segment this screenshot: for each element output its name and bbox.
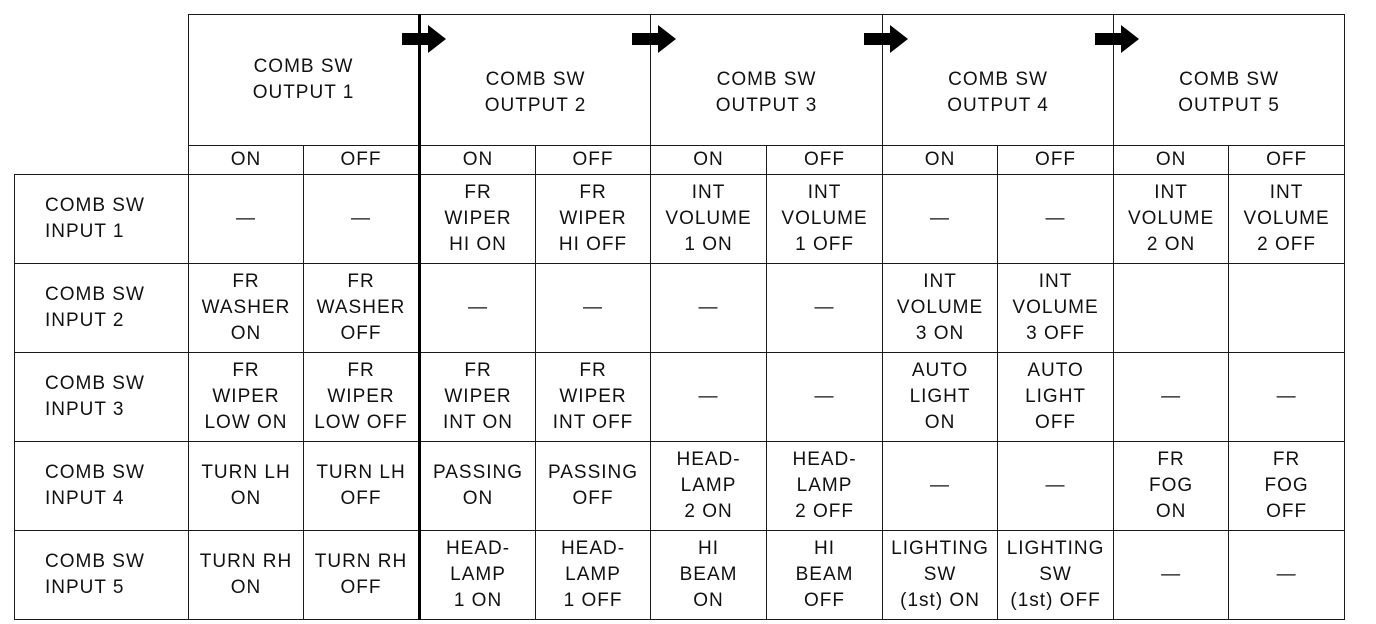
cell-input-4-output-2-on: PASSING ON — [420, 442, 536, 531]
output-2-header — [420, 15, 651, 146]
cell-input-2-output-5-off — [1229, 264, 1345, 353]
arrow-right-icon — [864, 25, 908, 53]
output-4-off-label: OFF — [998, 146, 1114, 175]
cell-input-4-output-3-off: HEAD- LAMP 2 OFF — [767, 442, 883, 531]
output-4-title: COMB SW OUTPUT 4 — [947, 69, 1049, 116]
cell-input-3-output-1-off: FR WIPER LOW OFF — [304, 353, 420, 442]
output-1-off-label: OFF — [304, 146, 420, 175]
cell-input-3-output-2-off: FR WIPER INT OFF — [536, 353, 651, 442]
cell-input-5-output-1-off: TURN RH OFF — [304, 531, 420, 620]
cell-input-1-output-4-off: — — [998, 175, 1114, 264]
output-3-on-label: ON — [651, 146, 767, 175]
cell-input-5-output-3-off: HI BEAM OFF — [767, 531, 883, 620]
cell-input-3-output-4-off: AUTO LIGHT OFF — [998, 353, 1114, 442]
input-4-row — [15, 442, 1345, 531]
input-5-row — [15, 531, 1345, 620]
corner-cell — [15, 15, 189, 175]
output-1-header — [189, 15, 420, 146]
cell-input-1-output-3-off: INT VOLUME 1 OFF — [767, 175, 883, 264]
output-1-on-label: ON — [189, 146, 304, 175]
cell-input-5-output-3-on: HI BEAM ON — [651, 531, 767, 620]
output-1-title: COMB SW OUTPUT 1 — [252, 56, 355, 103]
output-4-on-label: ON — [883, 146, 998, 175]
input-4-label: COMB SW INPUT 4 — [15, 442, 189, 531]
input-2-label: COMB SW INPUT 2 — [15, 264, 189, 353]
cell-input-1-output-1-off: — — [304, 175, 420, 264]
cell-input-2-output-1-on: FR WASHER ON — [189, 264, 304, 353]
output-5-header — [1114, 15, 1345, 146]
cell-input-5-output-5-off: — — [1229, 531, 1345, 620]
input-3-label: COMB SW INPUT 3 — [15, 353, 189, 442]
cell-input-4-output-4-on: — — [883, 442, 998, 531]
cell-input-2-output-3-on: — — [651, 264, 767, 353]
cell-input-2-output-2-off: — — [536, 264, 651, 353]
cell-input-3-output-2-on: FR WIPER INT ON — [420, 353, 536, 442]
output-2-title: COMB SW OUTPUT 2 — [484, 69, 587, 116]
cell-input-5-output-1-on: TURN RH ON — [189, 531, 304, 620]
cell-input-4-output-5-off: FR FOG OFF — [1229, 442, 1345, 531]
cell-input-4-output-2-off: PASSING OFF — [536, 442, 651, 531]
cell-input-2-output-4-on: INT VOLUME 3 ON — [883, 264, 998, 353]
cell-input-4-output-1-off: TURN LH OFF — [304, 442, 420, 531]
cell-input-3-output-4-on: AUTO LIGHT ON — [883, 353, 998, 442]
output-4-header — [883, 15, 1114, 146]
cell-input-1-output-4-on: — — [883, 175, 998, 264]
cell-input-1-output-5-on: INT VOLUME 2 ON — [1114, 175, 1229, 264]
output-5-off-label: OFF — [1229, 146, 1345, 175]
output-3-off-label: OFF — [767, 146, 883, 175]
cell-input-3-output-5-off: — — [1229, 353, 1345, 442]
cell-input-2-output-2-on: — — [420, 264, 536, 353]
cell-input-2-output-4-off: INT VOLUME 3 OFF — [998, 264, 1114, 353]
cell-input-1-output-2-off: FR WIPER HI OFF — [536, 175, 651, 264]
cell-input-3-output-3-on: — — [651, 353, 767, 442]
cell-input-5-output-5-on: — — [1114, 531, 1229, 620]
cell-input-1-output-2-on: FR WIPER HI ON — [420, 175, 536, 264]
output-3-title: COMB SW OUTPUT 3 — [715, 69, 818, 116]
cell-input-2-output-3-off: — — [767, 264, 883, 353]
arrow-right-icon — [402, 25, 446, 53]
output-header-row — [15, 15, 1345, 146]
input-1-label: COMB SW INPUT 1 — [15, 175, 189, 264]
output-3-header — [651, 15, 883, 146]
cell-input-4-output-5-on: FR FOG ON — [1114, 442, 1229, 531]
cell-input-5-output-2-on: HEAD- LAMP 1 ON — [420, 531, 536, 620]
output-2-on-label: ON — [420, 146, 536, 175]
cell-input-3-output-3-off: — — [767, 353, 883, 442]
cell-input-5-output-2-off: HEAD- LAMP 1 OFF — [536, 531, 651, 620]
arrow-right-icon — [632, 25, 676, 53]
cell-input-5-output-4-off: LIGHTING SW (1st) OFF — [998, 531, 1114, 620]
cell-input-4-output-1-on: TURN LH ON — [189, 442, 304, 531]
cell-input-1-output-1-on: — — [189, 175, 304, 264]
cell-input-1-output-5-off: INT VOLUME 2 OFF — [1229, 175, 1345, 264]
cell-input-3-output-5-on: — — [1114, 353, 1229, 442]
output-2-off-label: OFF — [536, 146, 651, 175]
input-5-label: COMB SW INPUT 5 — [15, 531, 189, 620]
input-2-row — [15, 264, 1345, 353]
cell-input-4-output-4-off: — — [998, 442, 1114, 531]
cell-input-4-output-3-on: HEAD- LAMP 2 ON — [651, 442, 767, 531]
cell-input-2-output-1-off: FR WASHER OFF — [304, 264, 420, 353]
comb-switch-matrix-table — [14, 14, 1345, 620]
cell-input-2-output-5-on — [1114, 264, 1229, 353]
input-3-row — [15, 353, 1345, 442]
state-header-row — [15, 146, 1345, 175]
output-5-on-label: ON — [1114, 146, 1229, 175]
arrow-right-icon — [1095, 25, 1139, 53]
cell-input-5-output-4-on: LIGHTING SW (1st) ON — [883, 531, 998, 620]
input-1-row — [15, 175, 1345, 264]
output-5-title: COMB SW OUTPUT 5 — [1178, 69, 1280, 116]
cell-input-3-output-1-on: FR WIPER LOW ON — [189, 353, 304, 442]
cell-input-1-output-3-on: INT VOLUME 1 ON — [651, 175, 767, 264]
